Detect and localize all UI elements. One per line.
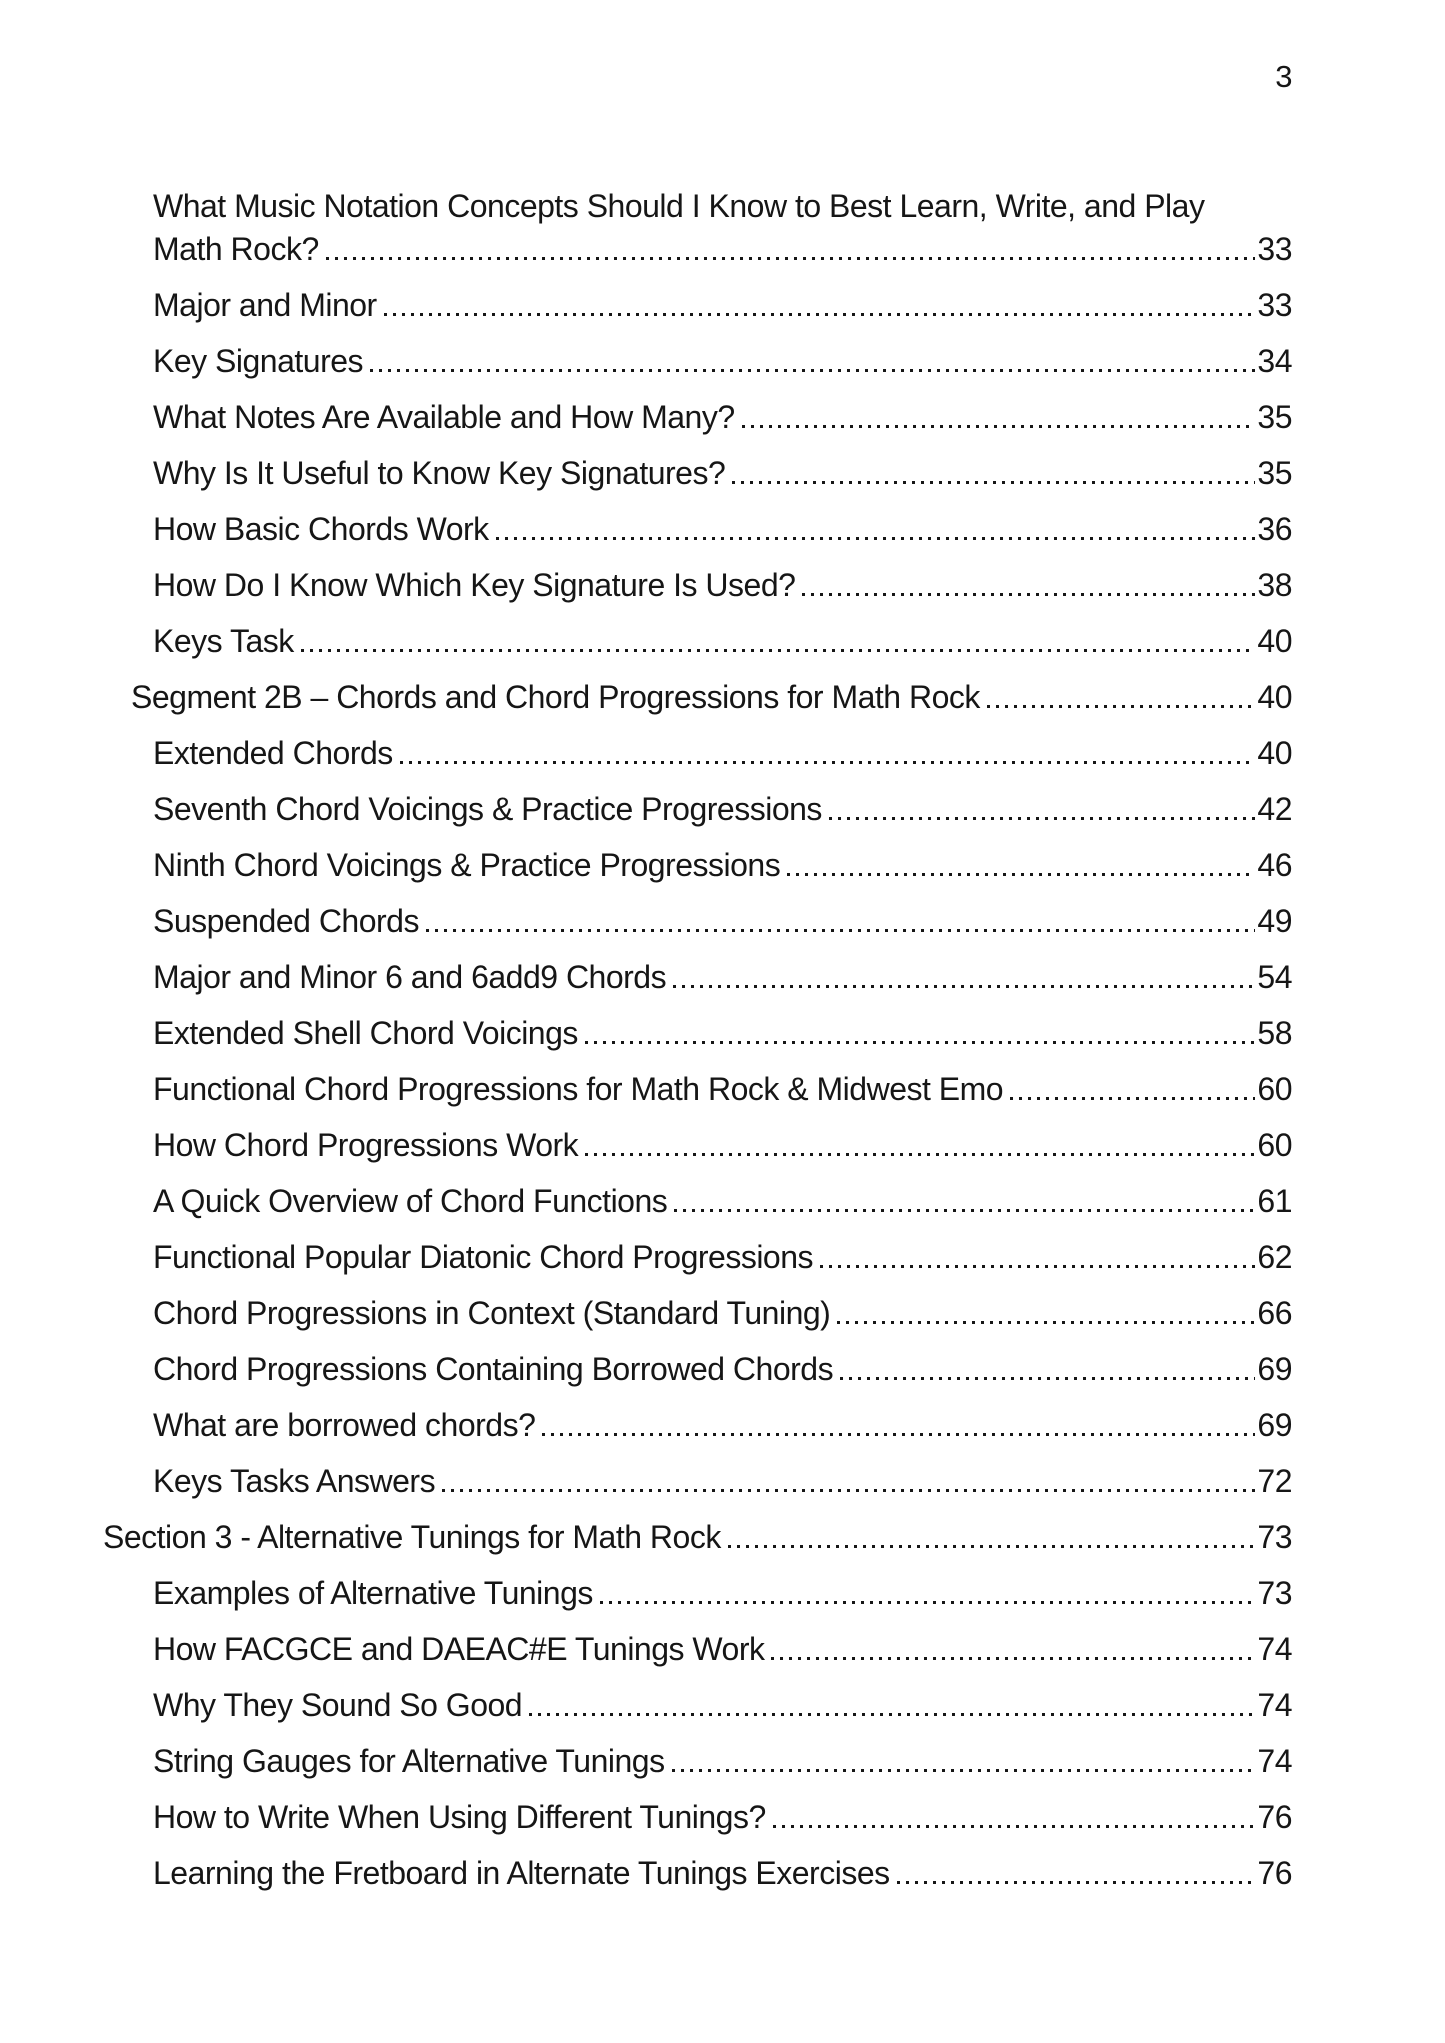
toc-entry [103,1516,1292,1559]
toc-entry-title: Extended Chords [153,735,393,771]
toc-dot-leader [600,1601,1256,1604]
toc-dot-leader [837,1321,1255,1324]
toc-dot-leader [1010,1097,1255,1100]
toc-entry [103,1012,1292,1055]
toc-dot-leader [773,1825,1256,1828]
toc-dot-leader [771,1657,1255,1660]
toc-entry [103,508,1292,551]
toc-dot-leader [829,817,1256,820]
toc-dot-leader [442,1489,1255,1492]
toc-entry-page-number: 54 [1257,959,1292,995]
toc-entry-page-number: 74 [1257,1743,1292,1779]
toc-dot-leader [732,481,1255,484]
toc-entry-page-number: 40 [1257,623,1292,659]
toc-entry-title: How Basic Chords Work [153,511,489,547]
toc-dot-leader [496,537,1256,540]
toc-entry-page-number: 76 [1257,1855,1292,1891]
toc-dot-leader [742,425,1256,428]
toc-entry-title: Learning the Fretboard in Alternate Tunings Exercises [153,1855,890,1891]
toc-entry-title: String Gauges for Alternative Tunings [153,1743,665,1779]
toc-entry [103,1348,1292,1391]
toc-dot-leader [370,369,1255,372]
toc-entry-page-number: 76 [1257,1799,1292,1835]
toc-entry [103,1684,1292,1727]
toc-entry [103,396,1292,439]
toc-entry-page-number: 74 [1257,1687,1292,1723]
toc-entry [103,1068,1292,1111]
toc-dot-leader [384,313,1256,316]
toc-dot-leader [673,985,1255,988]
toc-dot-leader [542,1433,1255,1436]
toc-dot-leader [674,1209,1255,1212]
toc-entry-title: Chord Progressions in Context (Standard Tuning) [153,1295,831,1331]
toc-entry-page-number: 62 [1257,1239,1292,1275]
toc-entry [103,284,1292,327]
toc-entry [103,1124,1292,1167]
toc-entry-page-number: 35 [1257,399,1292,435]
toc-entry-title: Seventh Chord Voicings & Practice Progressions [153,791,822,827]
toc-entry-title: How Chord Progressions Work [153,1127,579,1163]
toc-entry [103,620,1292,663]
toc-entry [103,956,1292,999]
toc-entry-title: What Notes Are Available and How Many? [153,399,735,435]
toc-entry-page-number: 66 [1257,1295,1292,1331]
toc-entry-page-number: 60 [1257,1127,1292,1163]
toc-dot-leader [426,929,1255,932]
toc-entry [103,564,1292,607]
toc-dot-leader [820,1265,1255,1268]
toc-entry [103,1628,1292,1671]
toc-entry-page-number: 35 [1257,455,1292,491]
toc-dot-leader [897,1881,1256,1884]
toc-dot-leader [585,1153,1255,1156]
toc-entry-page-number: 34 [1257,343,1292,379]
toc-entry [103,1740,1292,1783]
toc-entry-title: Suspended Chords [153,903,419,939]
toc-entry-title: Functional Popular Diatonic Chord Progressions [153,1239,814,1275]
toc-entry-page-number: 36 [1257,511,1292,547]
toc-entry-page-number: 49 [1257,903,1292,939]
toc-entry-title: Major and Minor [153,287,377,323]
toc-entry-title: Chord Progressions Containing Borrowed Chords [153,1351,834,1387]
toc-entry [103,228,1292,271]
toc-entry-page-number: 42 [1257,791,1292,827]
toc-entry-page-number: 33 [1257,231,1292,267]
toc-entry-title: Functional Chord Progressions for Math Rock & Midwest Emo [153,1071,1004,1107]
toc-entry [103,340,1292,383]
toc-dot-leader [987,705,1256,708]
toc-dot-leader [326,257,1256,260]
toc-entry-title: How to Write When Using Different Tunings? [153,1799,766,1835]
toc-dot-leader [787,873,1255,876]
toc-dot-leader [728,1545,1256,1548]
toc-entry-page-number: 33 [1257,287,1292,323]
toc-entry-page-number: 74 [1257,1631,1292,1667]
toc-entry [103,1180,1292,1223]
toc-dot-leader [400,761,1256,764]
toc-entry [103,1572,1292,1615]
toc-entry [103,452,1292,495]
toc-entry-page-number: 72 [1257,1463,1292,1499]
toc-entry-title: How Do I Know Which Key Signature Is Used? [153,567,796,603]
toc-entry-title: Math Rock? [153,231,319,267]
toc-entry-title: Examples of Alternative Tunings [153,1575,593,1611]
toc-dot-leader [585,1041,1256,1044]
toc-entry [103,1236,1292,1279]
toc-entry-title: Major and Minor 6 and 6add9 Chords [153,959,667,995]
toc-entry-title: Why Is It Useful to Know Key Signatures? [153,455,726,491]
toc-dot-leader [802,593,1255,596]
toc-entry-page-number: 58 [1257,1015,1292,1051]
toc-entry [103,676,1292,719]
toc-entry-page-number: 38 [1257,567,1292,603]
toc-entry-page-number: 73 [1257,1575,1292,1611]
toc-entry-title: A Quick Overview of Chord Functions [153,1183,668,1219]
toc-entry-title: Section 3 - Alternative Tunings for Math Rock [103,1519,721,1555]
toc-entry-page-number: 60 [1257,1071,1292,1107]
toc-entry-title: How FACGCE and DAEAC#E Tunings Work [153,1631,765,1667]
toc-entry-page-number: 40 [1257,735,1292,771]
toc-entry-title: Extended Shell Chord Voicings [153,1015,578,1051]
toc-entry [103,844,1292,887]
toc-entry-page-number: 69 [1257,1407,1292,1443]
toc-entry [103,900,1292,943]
toc-entry [103,1852,1292,1895]
header-page-number: 3 [1275,59,1292,94]
toc-entry-title: Keys Tasks Answers [153,1463,436,1499]
toc-entry-page-number: 40 [1257,679,1292,715]
toc-dot-leader [840,1377,1255,1380]
toc-entry-title: Ninth Chord Voicings & Practice Progressions [153,847,781,883]
table-of-contents [103,185,1292,1908]
toc-entry [103,732,1292,775]
toc-entry-title: Keys Task [153,623,294,659]
toc-dot-leader [529,1713,1255,1716]
toc-entry-title: What are borrowed chords? [153,1407,536,1443]
toc-entry-title: Segment 2B – Chords and Chord Progressions for Math Rock [131,679,980,715]
toc-entry-page-number: 73 [1257,1519,1292,1555]
toc-entry-line1 [103,185,1292,228]
toc-entry [103,1404,1292,1447]
toc-entry-title: What Music Notation Concepts Should I Know to Best Learn, Write, and Play [153,188,1205,224]
toc-entry-page-number: 46 [1257,847,1292,883]
toc-entry-page-number: 61 [1257,1183,1292,1219]
toc-entry [103,1796,1292,1839]
toc-entry [103,1460,1292,1503]
toc-entry [103,788,1292,831]
toc-entry-page-number: 69 [1257,1351,1292,1387]
toc-dot-leader [672,1769,1256,1772]
toc-entry-title: Key Signatures [153,343,364,379]
toc-entry-title: Why They Sound So Good [153,1687,523,1723]
toc-entry [103,1292,1292,1335]
toc-dot-leader [301,649,1256,652]
